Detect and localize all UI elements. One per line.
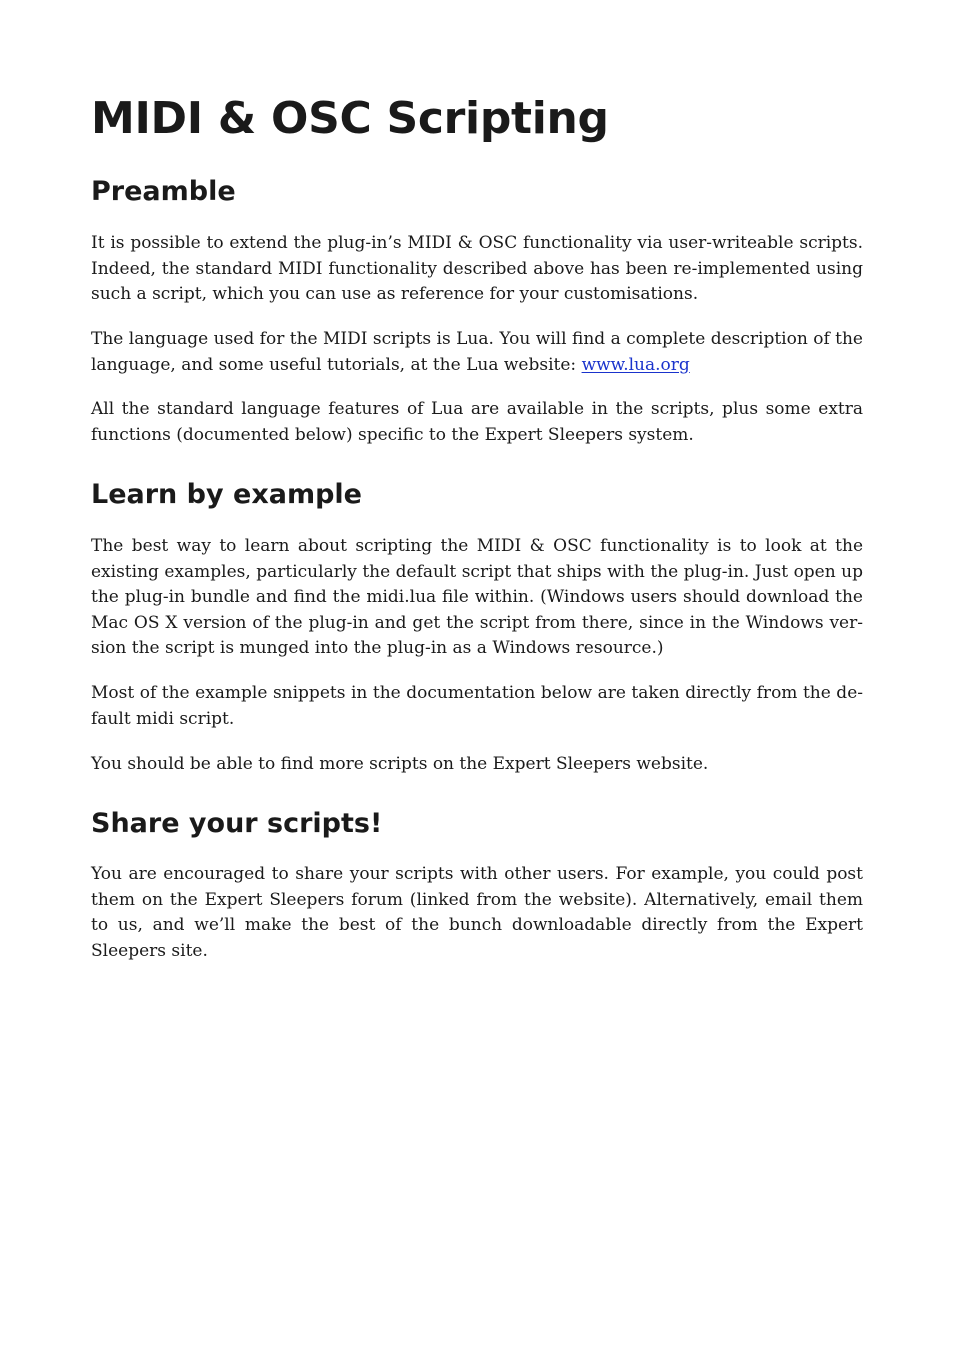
section-heading-learn-by-example: Learn by example — [91, 479, 362, 510]
lua-website-link[interactable]: www.lua.org — [581, 354, 690, 375]
learn-paragraph-1: The best way to learn about scripting the MIDI & OSC functionality is to look at the existing examples, particularly the default script that ships with the plug-in. Just open up the plug-in bundle and find the midi.lua file within. (Windows users should download the Mac OS X version of the plug-in and get the script from there, since in the Windows version the script is munged into the plug-in as a Windows resource.) — [91, 536, 863, 659]
page-title: MIDI & OSC Scripting — [91, 93, 609, 144]
learn-paragraph-2: Most of the example snippets in the documentation below are taken directly from the default midi script. — [91, 683, 863, 729]
section-heading-preamble: Preamble — [91, 176, 236, 207]
section-heading-share-your-scripts: Share your scripts! — [91, 808, 383, 839]
preamble-paragraph-3: All the standard language features of Lua are available in the scripts, plus some extra functions (documented below) specific to the Expert Sleepers system. — [91, 399, 863, 445]
preamble-paragraph-1: It is possible to extend the plug-in’s MIDI & OSC functionality via user-writeable scripts. Indeed, the standard MIDI functionality described above has been re-implemented using such a script, which you can use as reference for your customisations. — [91, 233, 863, 305]
learn-paragraph-3: You should be able to find more scripts on the Expert Sleepers website. — [91, 754, 709, 774]
share-paragraph-1: You are encouraged to share your scripts with other users. For example, you could post them on the Expert Sleepers forum (linked from the website). Alternatively, email them to us, and we’ll make the best of the bunch downloadable directly from the Expert Sleepers site. — [91, 864, 863, 961]
preamble-paragraph-2-text: The language used for the MIDI scripts is Lua. You will find a complete description of the language, and some useful tutorials, at the Lua website: — [91, 329, 863, 375]
preamble-paragraph-2 — [91, 327, 863, 378]
